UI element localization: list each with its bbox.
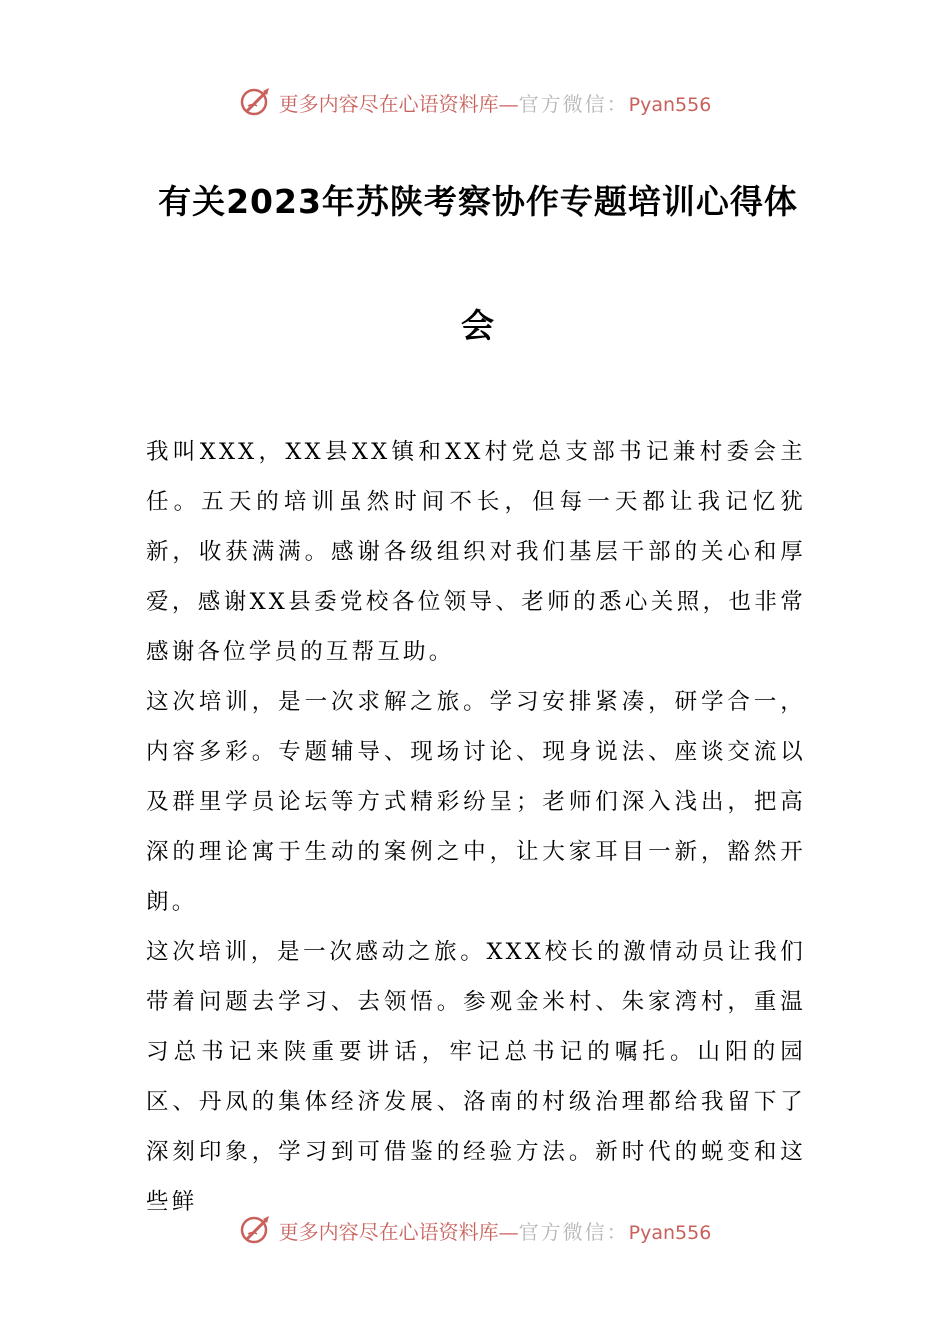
watermark-text <box>279 88 712 117</box>
watermark-dash: — <box>498 1219 519 1244</box>
body-paragraph: 这次培训，是一次求解之旅。学习安排紧凑，研学合一，内容多彩。专题辅导、现场讨论、现身说法、座谈交流以及群里学员论坛等方式精彩纷呈；老师们深入浅出，把高深的理论寓于生动的案例之中，让大家耳目一新，豁然开朗。 <box>146 689 806 915</box>
watermark-dash: — <box>498 91 519 116</box>
document-title-line1: 有关2023年苏陕考察协作专题培训心得体 <box>158 182 798 221</box>
pen-logo-icon <box>239 1213 273 1247</box>
body-paragraph: 这次培训，是一次感动之旅。XXX校长的激情动员让我们带着问题去学习、去领悟。参观金米村、朱家湾村，重温习总书记来陕重要讲话，牢记总书记的嘱托。山阳的园区、丹凤的集体经济发展、洛南的村级治理都给我留下了深刻印象，学习到可借鉴的经验方法。新时代的蜕变和这些鲜 <box>146 939 806 1215</box>
watermark-official: 官方微信： <box>518 1219 629 1244</box>
pen-logo-icon <box>239 85 273 119</box>
watermark-id: Pyan556 <box>628 1221 712 1244</box>
watermark-official: 官方微信： <box>518 91 629 116</box>
watermark-main: 更多内容尽在心语资料库 <box>278 91 499 116</box>
watermark-text <box>279 1216 712 1245</box>
document-title-line2: 会 <box>461 306 495 345</box>
body-paragraph: 我叫XXX，XX县XX镇和XX村党总支部书记兼村委会主任。五天的培训虽然时间不长，但每一天都让我记忆犹新，收获满满。感谢各级组织对我们基层干部的关心和厚爱，感谢XX县委党校各位领导、老师的悉心关照，也非常感谢各位学员的互帮互助。 <box>146 439 806 665</box>
footer-watermark <box>0 1210 950 1250</box>
header-watermark <box>0 82 950 122</box>
document-body <box>146 427 806 1227</box>
watermark-main: 更多内容尽在心语资料库 <box>278 1219 499 1244</box>
watermark-id: Pyan556 <box>628 93 712 116</box>
